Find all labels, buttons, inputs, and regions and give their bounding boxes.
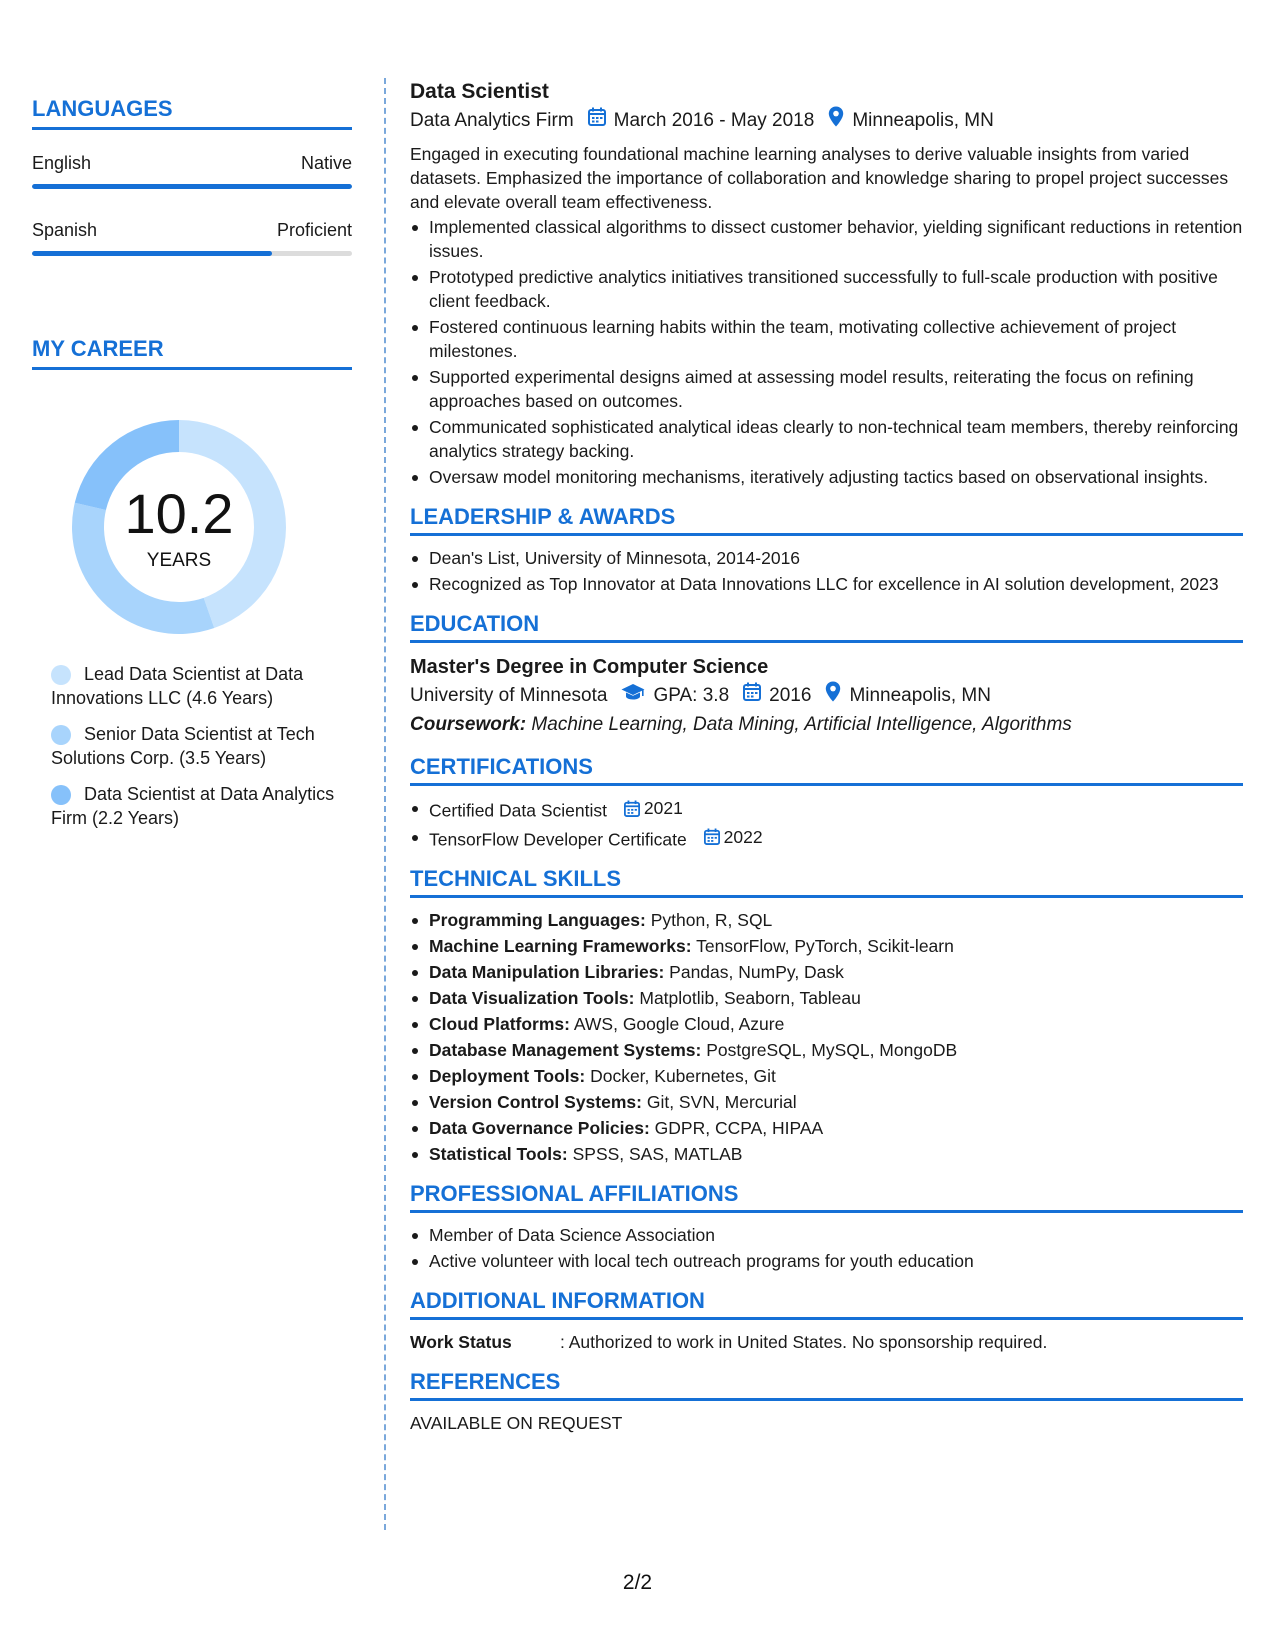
list-item <box>410 825 1243 852</box>
language-bar-fill <box>32 184 352 189</box>
list-item: Implemented classical algorithms to dissect customer behavior, yielding significant reductions in retention issues. <box>410 215 1243 263</box>
additional-section <box>410 1287 1243 1354</box>
page-number: 2/2 <box>622 1571 653 1594</box>
leadership-list <box>410 546 1243 596</box>
language-level: Native <box>300 153 352 173</box>
skill-category: Deployment Tools: <box>429 1066 586 1086</box>
legend-dot-icon <box>51 665 71 685</box>
skills-section <box>410 865 1243 1166</box>
language-bar <box>32 184 352 189</box>
education-rule <box>410 640 1243 643</box>
references-text: AVAILABLE ON REQUEST <box>410 1413 623 1433</box>
certifications-rule <box>410 783 1243 786</box>
calendar-icon <box>704 828 720 845</box>
list-item <box>410 1116 1243 1140</box>
skill-values: Matplotlib, Seaborn, Tableau <box>634 988 861 1008</box>
languages-heading: LANGUAGES <box>32 96 173 121</box>
leadership-rule <box>410 533 1243 536</box>
language-item <box>32 219 352 256</box>
list-item: Active volunteer with local tech outreach programs for youth education <box>410 1249 1243 1273</box>
skill-category: Statistical Tools: <box>429 1144 568 1164</box>
education-section <box>410 610 1243 739</box>
references-rule <box>410 1398 1243 1401</box>
list-item <box>410 1038 1243 1062</box>
list-item <box>410 796 1243 823</box>
list-item: Member of Data Science Association <box>410 1223 1243 1247</box>
job-location: Minneapolis, MN <box>852 110 994 131</box>
list-item: Oversaw model monitoring mechanisms, iteratively adjusting tactics based on observational insights. <box>410 465 1243 489</box>
skill-category: Data Visualization Tools: <box>429 988 635 1008</box>
legend-dot-icon <box>51 785 71 805</box>
leadership-heading: LEADERSHIP & AWARDS <box>410 504 676 529</box>
list-item: Dean's List, University of Minnesota, 2014-2016 <box>410 546 1243 570</box>
career-legend-item <box>51 662 352 710</box>
certification-date <box>704 825 763 849</box>
calendar-icon <box>743 682 761 710</box>
certifications-heading: CERTIFICATIONS <box>410 754 593 779</box>
list-item <box>410 1064 1243 1088</box>
skills-rule <box>410 895 1243 898</box>
calendar-icon <box>624 800 640 817</box>
skill-values: PostgreSQL, MySQL, MongoDB <box>701 1040 958 1060</box>
skill-category: Data Governance Policies: <box>429 1118 650 1138</box>
skills-list <box>410 908 1243 1166</box>
languages-rule <box>32 127 352 130</box>
certifications-section <box>410 753 1243 851</box>
column-divider <box>384 78 386 1530</box>
education-heading: EDUCATION <box>410 611 540 636</box>
list-item <box>410 908 1243 932</box>
work-status-label: Work Status <box>410 1332 512 1352</box>
career-donut-chart <box>66 414 292 640</box>
skill-values: TensorFlow, PyTorch, Scikit-learn <box>691 936 954 956</box>
skill-category: Cloud Platforms: <box>429 1014 570 1034</box>
degree-title: Master's Degree in Computer Science <box>410 656 769 678</box>
gpa: GPA: 3.8 <box>653 685 730 706</box>
education-meta <box>410 681 1243 711</box>
career-total-years: 10.2 <box>124 482 234 545</box>
experience-entry <box>410 78 1243 489</box>
language-item <box>32 152 352 189</box>
language-bar <box>32 251 352 256</box>
legend-dot-icon <box>51 725 71 745</box>
skill-category: Machine Learning Frameworks: <box>429 936 692 956</box>
career-role-label: Data Scientist at Data Analytics Firm (2.2 Years) <box>51 784 335 828</box>
career-heading: MY CAREER <box>32 336 164 361</box>
job-bullets <box>410 215 1243 489</box>
school-name: University of Minnesota <box>410 685 608 706</box>
career-total-unit: YEARS <box>146 550 212 571</box>
list-item: Fostered continuous learning habits within the team, motivating collective achievement of project milestones. <box>410 315 1243 363</box>
list-item <box>410 1090 1243 1114</box>
affiliations-section <box>410 1180 1243 1273</box>
references-section <box>410 1368 1243 1435</box>
skill-values: AWS, Google Cloud, Azure <box>569 1014 785 1034</box>
list-item: Recognized as Top Innovator at Data Innovations LLC for excellence in AI solution development, 2023 <box>410 572 1243 596</box>
additional-rule <box>410 1317 1243 1320</box>
career-rule <box>32 367 352 370</box>
list-item <box>410 1012 1243 1036</box>
job-dates: March 2016 - May 2018 <box>613 110 815 131</box>
career-legend <box>32 662 352 830</box>
right-column <box>410 78 1243 1435</box>
language-level: Proficient <box>276 220 352 240</box>
skill-category: Database Management Systems: <box>429 1040 702 1060</box>
skill-values: Git, SVN, Mercurial <box>641 1092 797 1112</box>
job-meta <box>410 106 1243 136</box>
work-status-row <box>410 1330 1243 1354</box>
coursework-label: Coursework: <box>410 714 527 735</box>
skill-values: Python, R, SQL <box>645 910 773 930</box>
certifications-list <box>410 796 1243 851</box>
language-bar-fill <box>32 251 272 256</box>
job-summary: Engaged in executing foundational machine learning analyses to derive valuable insights from varied datasets. Emphasized the importance of collaboration and knowledge sharing to propel project successes and elevate overall team effectiveness. <box>410 144 1229 212</box>
list-item <box>410 986 1243 1010</box>
list-item <box>410 960 1243 984</box>
left-column <box>32 94 352 842</box>
career-role-label: Lead Data Scientist at Data Innovations LLC (4.6 Years) <box>51 664 304 708</box>
work-status-value: : Authorized to work in United States. No sponsorship required. <box>560 1332 1048 1352</box>
skill-values: Docker, Kubernetes, Git <box>585 1066 776 1086</box>
skill-category: Programming Languages: <box>429 910 646 930</box>
list-item: Prototyped predictive analytics initiatives transitioned successfully to full-scale production with positive client feedback. <box>410 265 1243 313</box>
language-name: English <box>32 153 92 173</box>
certification-date <box>624 796 683 820</box>
certification-name: Certified Data Scientist <box>429 800 607 821</box>
affiliations-list <box>410 1223 1243 1273</box>
list-item <box>410 1142 1243 1166</box>
location-pin-icon <box>828 106 844 136</box>
career-legend-item <box>51 722 352 770</box>
list-item: Supported experimental designs aimed at assessing model results, reiterating the focus on refining approaches based on outcomes. <box>410 365 1243 413</box>
list-item <box>410 934 1243 958</box>
career-legend-item <box>51 782 352 830</box>
company-name: Data Analytics Firm <box>410 110 574 131</box>
additional-heading: ADDITIONAL INFORMATION <box>410 1288 705 1313</box>
leadership-section <box>410 503 1243 596</box>
list-item: Communicated sophisticated analytical ideas clearly to non-technical team members, thereby reinforcing analytics strategy backing. <box>410 415 1243 463</box>
skill-values: SPSS, SAS, MATLAB <box>567 1144 743 1164</box>
references-heading: REFERENCES <box>410 1369 561 1394</box>
affiliations-rule <box>410 1210 1243 1213</box>
career-role-label: Senior Data Scientist at Tech Solutions Corp. (3.5 Years) <box>51 724 315 768</box>
coursework-list: Machine Learning, Data Mining, Artificial Intelligence, Algorithms <box>526 714 1072 735</box>
certification-year: 2021 <box>643 798 683 818</box>
coursework <box>410 711 1243 739</box>
languages-section <box>32 94 352 256</box>
graduation-cap-icon <box>621 682 645 710</box>
certification-name: TensorFlow Developer Certificate <box>429 829 687 849</box>
skills-heading: TECHNICAL SKILLS <box>410 866 622 891</box>
job-title: Data Scientist <box>410 80 549 103</box>
skill-values: Pandas, NumPy, Dask <box>664 962 844 982</box>
career-section <box>32 334 352 830</box>
graduation-year: 2016 <box>769 685 812 706</box>
affiliations-heading: PROFESSIONAL AFFILIATIONS <box>410 1181 739 1206</box>
skill-category: Data Manipulation Libraries: <box>429 962 665 982</box>
skill-values: GDPR, CCPA, HIPAA <box>649 1118 824 1138</box>
certification-year: 2022 <box>723 826 763 847</box>
location-pin-icon <box>825 681 841 711</box>
skill-category: Version Control Systems: <box>429 1092 642 1112</box>
language-name: Spanish <box>32 220 98 240</box>
calendar-icon <box>588 107 606 135</box>
school-location: Minneapolis, MN <box>849 685 991 706</box>
